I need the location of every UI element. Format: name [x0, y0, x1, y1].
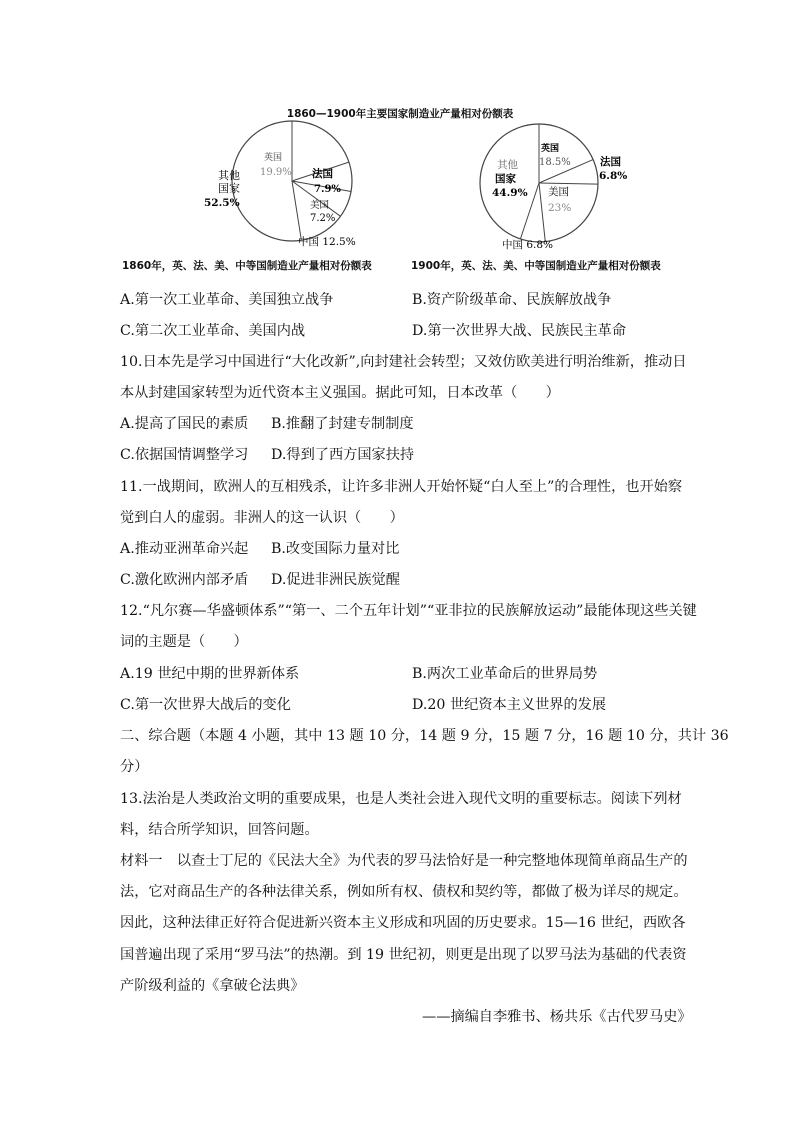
q13-material-4: 国普遍出现了采用“罗马法”的热潮。到 19 世纪初，则更是出现了以罗马法为基础的代表资: [120, 947, 687, 963]
section2-heading-1: 二、综合题（本题 4 小题，其中 13 题 10 分，14 题 9 分，15 题 7 分，16 题 10 分，共计 36: [120, 728, 729, 744]
pie1-value-us: 7.2%: [310, 213, 336, 224]
q13-stem-2: 料，结合所学知识，回答问题。: [120, 822, 319, 838]
q12-stem-2: 词的主题是（ ）: [120, 634, 248, 650]
caption-1860: 1860年，英、法、美、中等国制造业产量相对份额表: [122, 260, 372, 272]
q9-option-b: B.资产阶级革命、民族解放战争: [412, 292, 612, 308]
q10-stem-1: 10.日本先是学习中国进行“大化改新”,向封建社会转型；又效仿欧美进行明治维新，推动日: [120, 354, 687, 370]
caption-1900: 1900年，英、法、美、中等国制造业产量相对份额表: [411, 260, 661, 272]
pie1-value-uk: 19.9%: [260, 167, 292, 178]
q9-option-a: A.第一次工业革命、美国独立战争: [120, 292, 334, 308]
pie1-label-cn: 中国 12.5%: [298, 236, 356, 248]
q13-material-5: 产阶级利益的《拿破仑法典》: [120, 978, 305, 994]
q9-option-d: D.第一次世界大战、民族民主革命: [412, 323, 627, 339]
q13-source: ——摘编自李雅书、杨共乐《古代罗马史》: [422, 1009, 692, 1025]
pie1-label-fr: 法国: [312, 168, 333, 180]
pie2-value-us: 23%: [548, 202, 572, 214]
q11-stem-2: 觉到白人的虚弱。非洲人的这一认识（ ）: [120, 510, 404, 526]
q12-stem-1: 12.“凡尔赛—华盛顿体系”“第一、二个五年计划”“亚非拉的民族解放运动”最能体现这些关键: [120, 603, 697, 619]
q11-option-b: B.改变国际力量对比: [271, 541, 400, 557]
pie2-value-uk: 18.5%: [539, 157, 571, 168]
pie2-label-us: 美国: [548, 186, 569, 198]
chart-title: 1860—1900年主要国家制造业产量相对份额表: [286, 108, 514, 120]
q9-option-c: C.第二次工业革命、美国内战: [120, 323, 306, 339]
q12-option-a: A.19 世纪中期的世界新体系: [120, 666, 300, 682]
pie1-label-other-2: 国家: [218, 182, 240, 195]
q10-option-b: B.推翻了封建专制制度: [271, 416, 414, 432]
q11-option-a: A.推动亚洲革命兴起: [120, 541, 249, 557]
q12-option-d: D.20 世纪资本主义世界的发展: [412, 697, 607, 713]
pie1-label-other-1: 其他: [218, 169, 240, 182]
q11-stem-1: 11.一战期间，欧洲人的互相残杀，让许多非洲人开始怀疑“白人至上”的合理性，也开始察: [120, 479, 683, 495]
q10-option-d: D.得到了西方国家扶持: [271, 447, 415, 463]
pie2-value-fr: 6.8%: [599, 170, 628, 182]
pie2-label-uk: 英国: [541, 144, 560, 154]
q10-option-c: C.依据国情调整学习: [120, 447, 249, 463]
pie2-label-other-1: 其他: [497, 159, 518, 171]
pie-chart-1860: [200, 120, 410, 255]
q13-stem-1: 13.法治是人类政治文明的重要成果，也是人类社会进入现代文明的重要标志。阅读下列材: [120, 791, 682, 807]
pie2-label-other-2: 国家: [495, 173, 516, 185]
pie1-value-fr: 7.9%: [314, 184, 341, 195]
q12-option-c: C.第一次世界大战后的变化: [120, 697, 291, 713]
q13-material-2: 法，它对商品生产的各种法律关系，例如所有权、债权和契约等，都做了极为详尽的规定。: [120, 884, 688, 900]
q13-material-3: 因此，这种法律正好符合促进新兴资本主义形成和巩固的历史要求。15—16 世纪，西欧各: [120, 915, 686, 931]
q10-option-a: A.提高了国民的素质: [120, 416, 249, 432]
q10-stem-2: 本从封建国家转型为近代资本主义强国。据此可知，日本改革（ ）: [120, 385, 560, 401]
q12-option-b: B.两次工业革命后的世界局势: [412, 666, 598, 682]
q11-option-c: C.激化欧洲内部矛盾: [120, 572, 249, 588]
q11-option-d: D.促进非洲民族觉醒: [271, 572, 400, 588]
pie2-label-fr: 法国: [600, 156, 621, 168]
pie2-label-cn: 中国 6.8%: [502, 239, 554, 251]
pie1-value-other: 52.5%: [204, 197, 240, 209]
pie1-label-us: 美国: [310, 200, 330, 211]
section2-heading-2: 分）: [120, 759, 149, 775]
pie-chart-1900: [475, 120, 655, 255]
pie1-label-uk: 英国: [264, 153, 283, 163]
q13-material-1: 材料一 以查士丁尼的《民法大全》为代表的罗马法恰好是一种完整地体现简单商品生产的: [120, 853, 688, 869]
pie2-value-other: 44.9%: [492, 187, 528, 199]
